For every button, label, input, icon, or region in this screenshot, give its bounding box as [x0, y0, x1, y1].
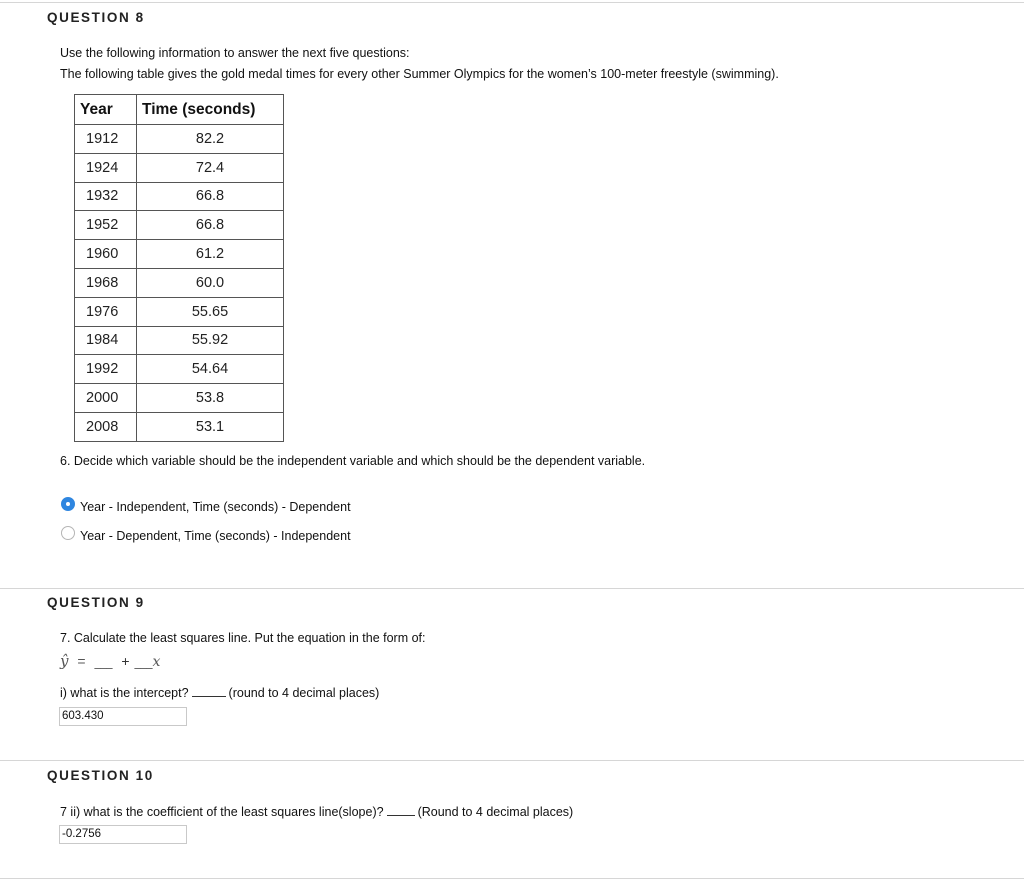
y-hat-symbol: ŷ — [60, 652, 69, 670]
question-8-heading: QUESTION 8 — [47, 10, 145, 25]
equals-sign: = — [77, 653, 86, 669]
slope-question-text: 7 ii) what is the coefficient of the least squares line(slope)? — [60, 805, 384, 819]
year-cell: 1976 — [75, 297, 137, 326]
question-8-prompt: 6. Decide which variable should be the independent variable and which should be the dependent variable. — [60, 454, 646, 468]
time-cell: 72.4 — [137, 153, 284, 182]
column-header-time: Time (seconds) — [137, 95, 284, 125]
time-cell: 55.65 — [137, 297, 284, 326]
section-divider — [0, 588, 1024, 589]
time-cell: 53.1 — [137, 412, 284, 441]
time-cell: 53.8 — [137, 384, 284, 413]
intercept-blank: ___ — [94, 655, 113, 669]
year-cell: 2008 — [75, 412, 137, 441]
year-cell: 1924 — [75, 153, 137, 182]
slope-question — [60, 805, 573, 819]
slope-blank: ___ — [134, 655, 153, 669]
table-row — [75, 355, 284, 384]
answer-blank — [387, 814, 415, 816]
table-row — [75, 384, 284, 413]
question-9-prompt: 7. Calculate the least squares line. Put the equation in the form of: — [60, 631, 426, 645]
table-row — [75, 268, 284, 297]
option-label-year-independent[interactable]: Year - Independent, Time (seconds) - Dependent — [80, 500, 351, 514]
table-header-row — [75, 95, 284, 125]
column-header-year: Year — [75, 95, 137, 125]
time-cell: 66.8 — [137, 211, 284, 240]
time-cell: 66.8 — [137, 182, 284, 211]
intercept-question — [60, 686, 379, 700]
intercept-answer-field[interactable]: 603.430 — [59, 707, 187, 726]
time-cell: 54.64 — [137, 355, 284, 384]
x-variable: x — [152, 654, 161, 670]
year-cell: 1960 — [75, 240, 137, 269]
data-table — [74, 94, 284, 442]
time-cell: 61.2 — [137, 240, 284, 269]
intercept-hint: (round to 4 decimal places) — [228, 686, 380, 700]
table-row — [75, 240, 284, 269]
table-row — [75, 182, 284, 211]
radio-option-year-dependent[interactable] — [61, 526, 75, 540]
year-cell: 1992 — [75, 355, 137, 384]
table-row — [75, 125, 284, 154]
time-cell: 55.92 — [137, 326, 284, 355]
regression-formula — [60, 652, 160, 670]
table-row — [75, 297, 284, 326]
table-row — [75, 326, 284, 355]
slope-answer-field[interactable]: -0.2756 — [59, 825, 187, 844]
table-row — [75, 153, 284, 182]
slope-hint: (Round to 4 decimal places) — [417, 805, 574, 819]
question-10-heading: QUESTION 10 — [47, 768, 154, 783]
question-8-description: The following table gives the gold medal times for every other Summer Olympics for the women’s 100-meter freestyle (swimming). — [60, 67, 779, 81]
section-divider — [0, 760, 1024, 761]
year-cell: 1968 — [75, 268, 137, 297]
section-divider — [0, 2, 1024, 3]
option-label-year-dependent[interactable]: Year - Dependent, Time (seconds) - Independent — [80, 529, 351, 543]
time-cell: 60.0 — [137, 268, 284, 297]
time-cell: 82.2 — [137, 125, 284, 154]
year-cell: 1952 — [75, 211, 137, 240]
year-cell: 1984 — [75, 326, 137, 355]
radio-option-year-independent[interactable] — [61, 497, 75, 511]
answer-blank — [192, 695, 226, 697]
question-8-intro: Use the following information to answer the next five questions: — [60, 46, 410, 60]
plus-sign: + — [121, 653, 130, 669]
table-row — [75, 412, 284, 441]
table-row — [75, 211, 284, 240]
section-divider — [0, 878, 1024, 879]
year-cell: 1932 — [75, 182, 137, 211]
year-cell: 1912 — [75, 125, 137, 154]
intercept-question-text: i) what is the intercept? — [60, 686, 189, 700]
question-9-heading: QUESTION 9 — [47, 595, 145, 610]
year-cell: 2000 — [75, 384, 137, 413]
